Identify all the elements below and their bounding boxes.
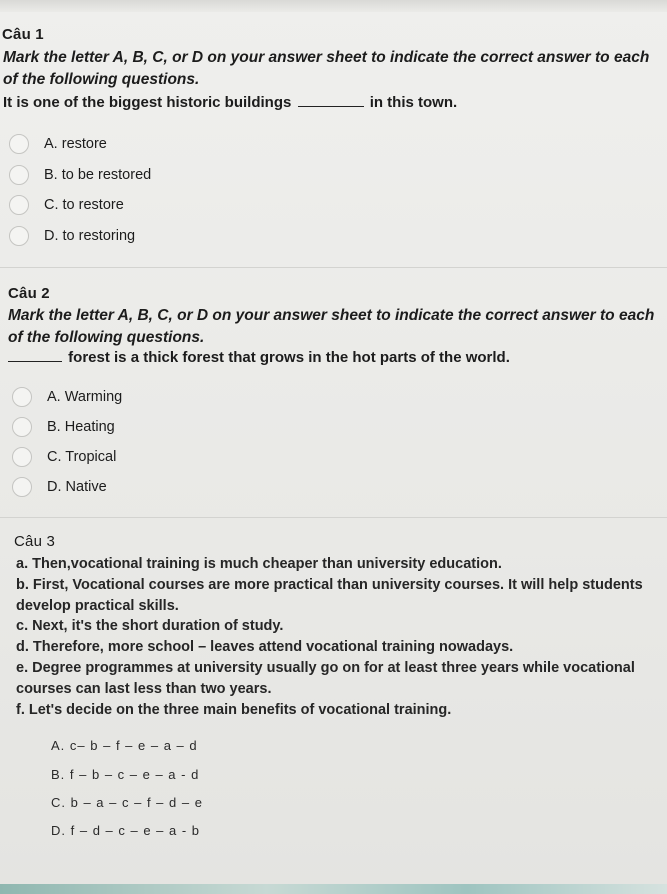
question-1-stem-before: It is one of the biggest historic buildings bbox=[3, 94, 292, 111]
radio-button[interactable] bbox=[12, 417, 32, 437]
top-edge bbox=[0, 0, 667, 12]
radio-button[interactable] bbox=[12, 477, 32, 497]
option-label: A. Warming bbox=[47, 389, 123, 405]
question-3-title: Câu 3 bbox=[14, 533, 56, 550]
question-2-title: Câu 2 bbox=[8, 285, 50, 302]
question-2-option-b[interactable] bbox=[12, 416, 115, 438]
option-label: C. b – a – c – f – d – e bbox=[51, 794, 203, 810]
statement-f: f. Let's decide on the three main benefits of vocational training. bbox=[16, 701, 452, 718]
option-label: C. to restore bbox=[44, 197, 124, 213]
question-1-option-d[interactable] bbox=[9, 225, 135, 247]
radio-button[interactable] bbox=[9, 195, 29, 215]
question-2-stem bbox=[8, 349, 510, 366]
question-1-title: Câu 1 bbox=[2, 26, 44, 43]
question-2-instruction: Mark the letter A, B, C, or D on your answer sheet to indicate the correct answer to each of the following questions. bbox=[8, 307, 655, 346]
question-1-instruction: Mark the letter A, B, C, or D on your answer sheet to indicate the correct answer to each of the following questions. bbox=[3, 49, 650, 88]
answer-blank bbox=[8, 360, 62, 362]
question-3-option-d[interactable] bbox=[16, 819, 200, 841]
statement-a: a. Then,vocational training is much cheaper than university education. bbox=[16, 556, 502, 572]
option-label: A. c– b – f – e – a – d bbox=[51, 737, 198, 753]
question-1-option-c[interactable] bbox=[9, 194, 124, 216]
question-3-statements bbox=[16, 554, 664, 720]
question-1-stem bbox=[3, 94, 457, 111]
radio-button[interactable] bbox=[9, 226, 29, 246]
option-label: D. to restoring bbox=[44, 228, 136, 244]
option-label: B. f – b – c – e – a - d bbox=[51, 766, 200, 782]
question-2-option-a[interactable] bbox=[12, 386, 122, 408]
option-label: B. Heating bbox=[47, 419, 115, 435]
question-1-option-b[interactable] bbox=[9, 164, 151, 186]
statement-e: e. Degree programmes at university usually go on for at least three years while vocational courses can last less than two years. bbox=[16, 659, 635, 697]
question-3-option-a[interactable] bbox=[16, 734, 198, 756]
question-2-option-d[interactable] bbox=[12, 476, 107, 498]
statement-c: c. Next, it's the short duration of study. bbox=[16, 618, 284, 635]
question-divider bbox=[0, 267, 667, 268]
option-label: B. to be restored bbox=[44, 167, 152, 183]
question-1-option-a[interactable] bbox=[9, 133, 107, 155]
option-label: D. f – d – c – e – a - b bbox=[51, 822, 201, 838]
statement-b: b. First, Vocational courses are more practical than university courses. It will help students develop practical skills. bbox=[16, 576, 643, 614]
radio-button[interactable] bbox=[9, 165, 29, 185]
radio-button[interactable] bbox=[12, 387, 32, 407]
bottom-edge bbox=[0, 884, 667, 894]
radio-button[interactable] bbox=[9, 134, 29, 154]
question-3-option-c[interactable] bbox=[16, 791, 203, 813]
question-3-option-b[interactable] bbox=[16, 763, 199, 785]
option-label: D. Native bbox=[47, 479, 107, 495]
question-divider bbox=[0, 517, 667, 518]
answer-blank bbox=[298, 105, 364, 107]
option-label: A. restore bbox=[44, 136, 107, 152]
question-2-stem-after: forest is a thick forest that grows in the hot parts of the world. bbox=[68, 349, 510, 366]
question-1-stem-after: in this town. bbox=[369, 94, 458, 111]
option-label: C. Tropical bbox=[47, 449, 117, 465]
question-2-option-c[interactable] bbox=[12, 446, 116, 468]
statement-d: d. Therefore, more school – leaves attend vocational training nowadays. bbox=[16, 639, 514, 656]
radio-button[interactable] bbox=[12, 447, 32, 467]
